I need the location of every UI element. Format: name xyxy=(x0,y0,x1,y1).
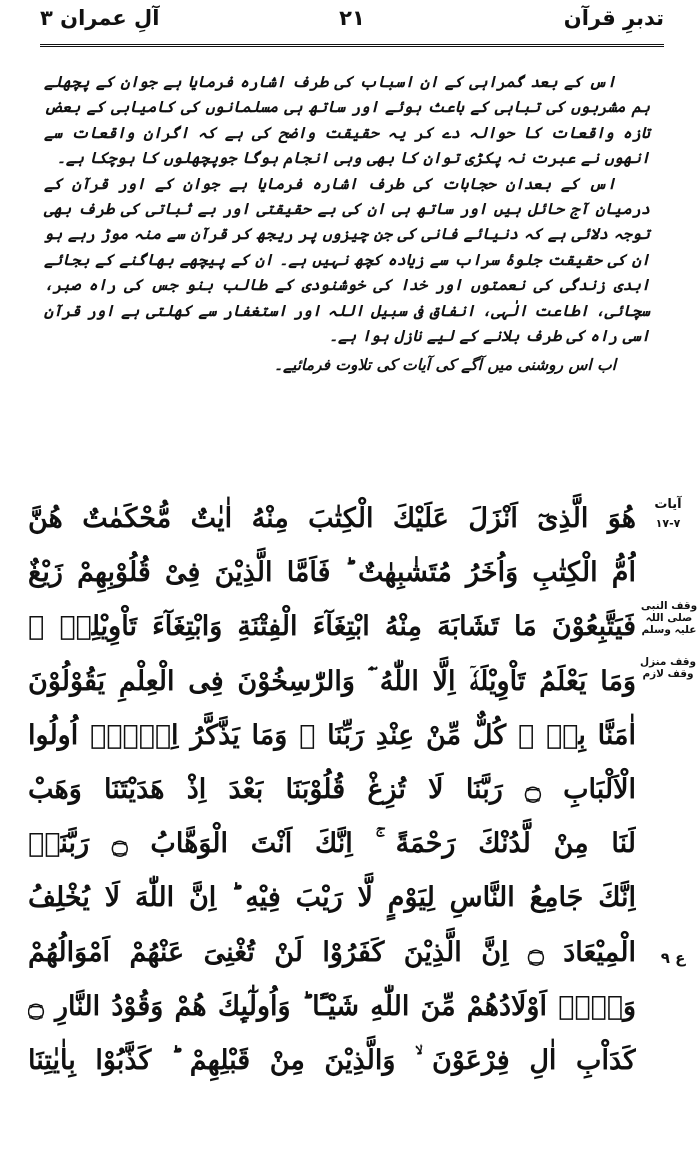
surah-name: آلِ عمران ۳ xyxy=(40,6,160,30)
commentary-paragraph: اس کے بعد گمراہی کے ان اسباب کی طرف اشارہ فرمایا ہے جوان کے پچھلے ہم مشربوں کی تباہی کے باعث ہوئے اور ساتھ ہی مسلمانوں کی کامیابی کے بعض تازہ واقعات کا حوالہ دے کر یہ حقیقت واضح کی ہے کہ اگران واقعات سے انھوں نے عبرت نہ پکڑی توان کا بھی وہی انجام ہوگا جوپچھلوں کا ہوچکا ہے۔ xyxy=(44,73,650,168)
verse-line: اٰمَنَّا بِهٖ ۙ كُلٌّ مِّنْ عِنْدِ رَبِّنَا ۚ وَمَا یَذَّكَّرُ اِلَّاۤ اُولُوا xyxy=(28,719,636,751)
verse-line: فَیَتَّبِعُوْنَ مَا تَشَابَهَ مِنْهُ ابْتِغَآءَ الْفِتْنَةِ وَابْتِغَآءَ تَاْوِیْلِهٖ ۚ xyxy=(28,611,636,643)
verse-line: وَلَاۤ اَوْلَادُهُمْ مِّنَ اللّٰهِ شَیْـًٔا ؕ وَاُولٰٓىِٕكَ هُمْ وَقُوْدُ النَّارِ ۝ xyxy=(28,990,636,1022)
margin-note-waqf-nabi: وقف النبی صلی اللہ علیہ وسلم xyxy=(640,600,698,637)
margin-note-ruku: ع ۹ xyxy=(660,949,686,967)
verse-line: لَنَا مِنْ لَّدُنْكَ رَحْمَةً ۚ اِنَّكَ اَنْتَ الْوَهَّابُ ۝ رَبَّنَاۤ xyxy=(28,828,636,860)
quran-verses xyxy=(28,492,636,1088)
verse-line: كَدَاْبِ اٰلِ فِرْعَوْنَ ۙ وَالَّذِیْنَ مِنْ قَبْلِهِمْ ؕ كَذَّبُوْا بِاٰیٰتِنَا xyxy=(28,1044,636,1076)
book-title: تدبرِ قرآن xyxy=(563,6,664,30)
commentary-paragraph: اس کے بعدان حجابات کی طرف اشارہ فرمایا ہے جوان کے اور قرآن کے درمیان آج حائل ہیں اور ساتھ ہی ان کی بے حقیقتی اور بے ثباتی کی طرف بھی توجہ دلائی ہے کہ دنیائے فانی کی جن چیزوں پر ریجھ کر قرآن سے منہ موڑ رہے ہو ان کی حقیقت جلوۂ سراب سے زیادہ کچھ نہیں ہے۔ ان کے پیچھے بھاگنے کے بجائے ابدی زندگی کی نعمتوں اور خدا کی خوشنودی کے طالب بنو جس کی راہ صبر، سچائی، اطاعت الٰہی، انفاق فی سبیل اللہ اور استغفار سے کھلتی ہے اور قرآن اسی راہ کی طرف بلانے کے لیے نازل ہوا ہے۔ xyxy=(44,174,650,346)
margin-note-ayat: آیات xyxy=(654,497,682,512)
verse-line: الْاَلْبَابِ ۝ رَبَّنَا لَا تُزِغْ قُلُوْبَنَا بَعْدَ اِذْ هَدَیْتَنَا وَهَبْ xyxy=(28,773,636,805)
verse-line: الْمِیْعَادَ ۝ اِنَّ الَّذِیْنَ كَفَرُوْا لَنْ تُغْنِیَ عَنْهُمْ اَمْوَالُهُمْ xyxy=(28,936,636,968)
margin-note-verse-range: ۱۷-۷ xyxy=(655,517,681,530)
header-divider xyxy=(40,44,664,47)
commentary-text xyxy=(44,70,650,379)
verse-line: وَمَا یَعْلَمُ تَاْوِیْلَهٗۤ اِلَّا اللّٰهُ ۘؔ وَالرّٰسِخُوْنَ فِی الْعِلْمِ یَقُوْلُوْنَ xyxy=(28,665,636,697)
commentary-paragraph: اب اس روشنی میں آگے کی آیات کی تلاوت فرمائیے۔ xyxy=(273,356,616,375)
margin-note-waqf-manzil: وقف منزل وقف لازم xyxy=(640,656,696,681)
verse-line: اُمُّ الْكِتٰبِ وَاُخَرُ مُتَشٰبِهٰتٌ ؕ فَاَمَّا الَّذِیْنَ فِیْ قُلُوْبِهِمْ زَیْغٌ xyxy=(28,557,636,589)
page-number: ۲۱ xyxy=(339,6,365,30)
page-header xyxy=(40,4,664,40)
verse-line: هُوَ الَّذِیٓ اَنْزَلَ عَلَیْكَ الْكِتٰبَ مِنْهُ اٰیٰتٌ مُّحْكَمٰتٌ هُنَّ xyxy=(28,503,636,534)
verse-line: اِنَّكَ جَامِعُ النَّاسِ لِیَوْمٍ لَّا رَیْبَ فِیْهِ ؕ اِنَّ اللّٰهَ لَا یُخْلِفُ xyxy=(28,882,636,914)
